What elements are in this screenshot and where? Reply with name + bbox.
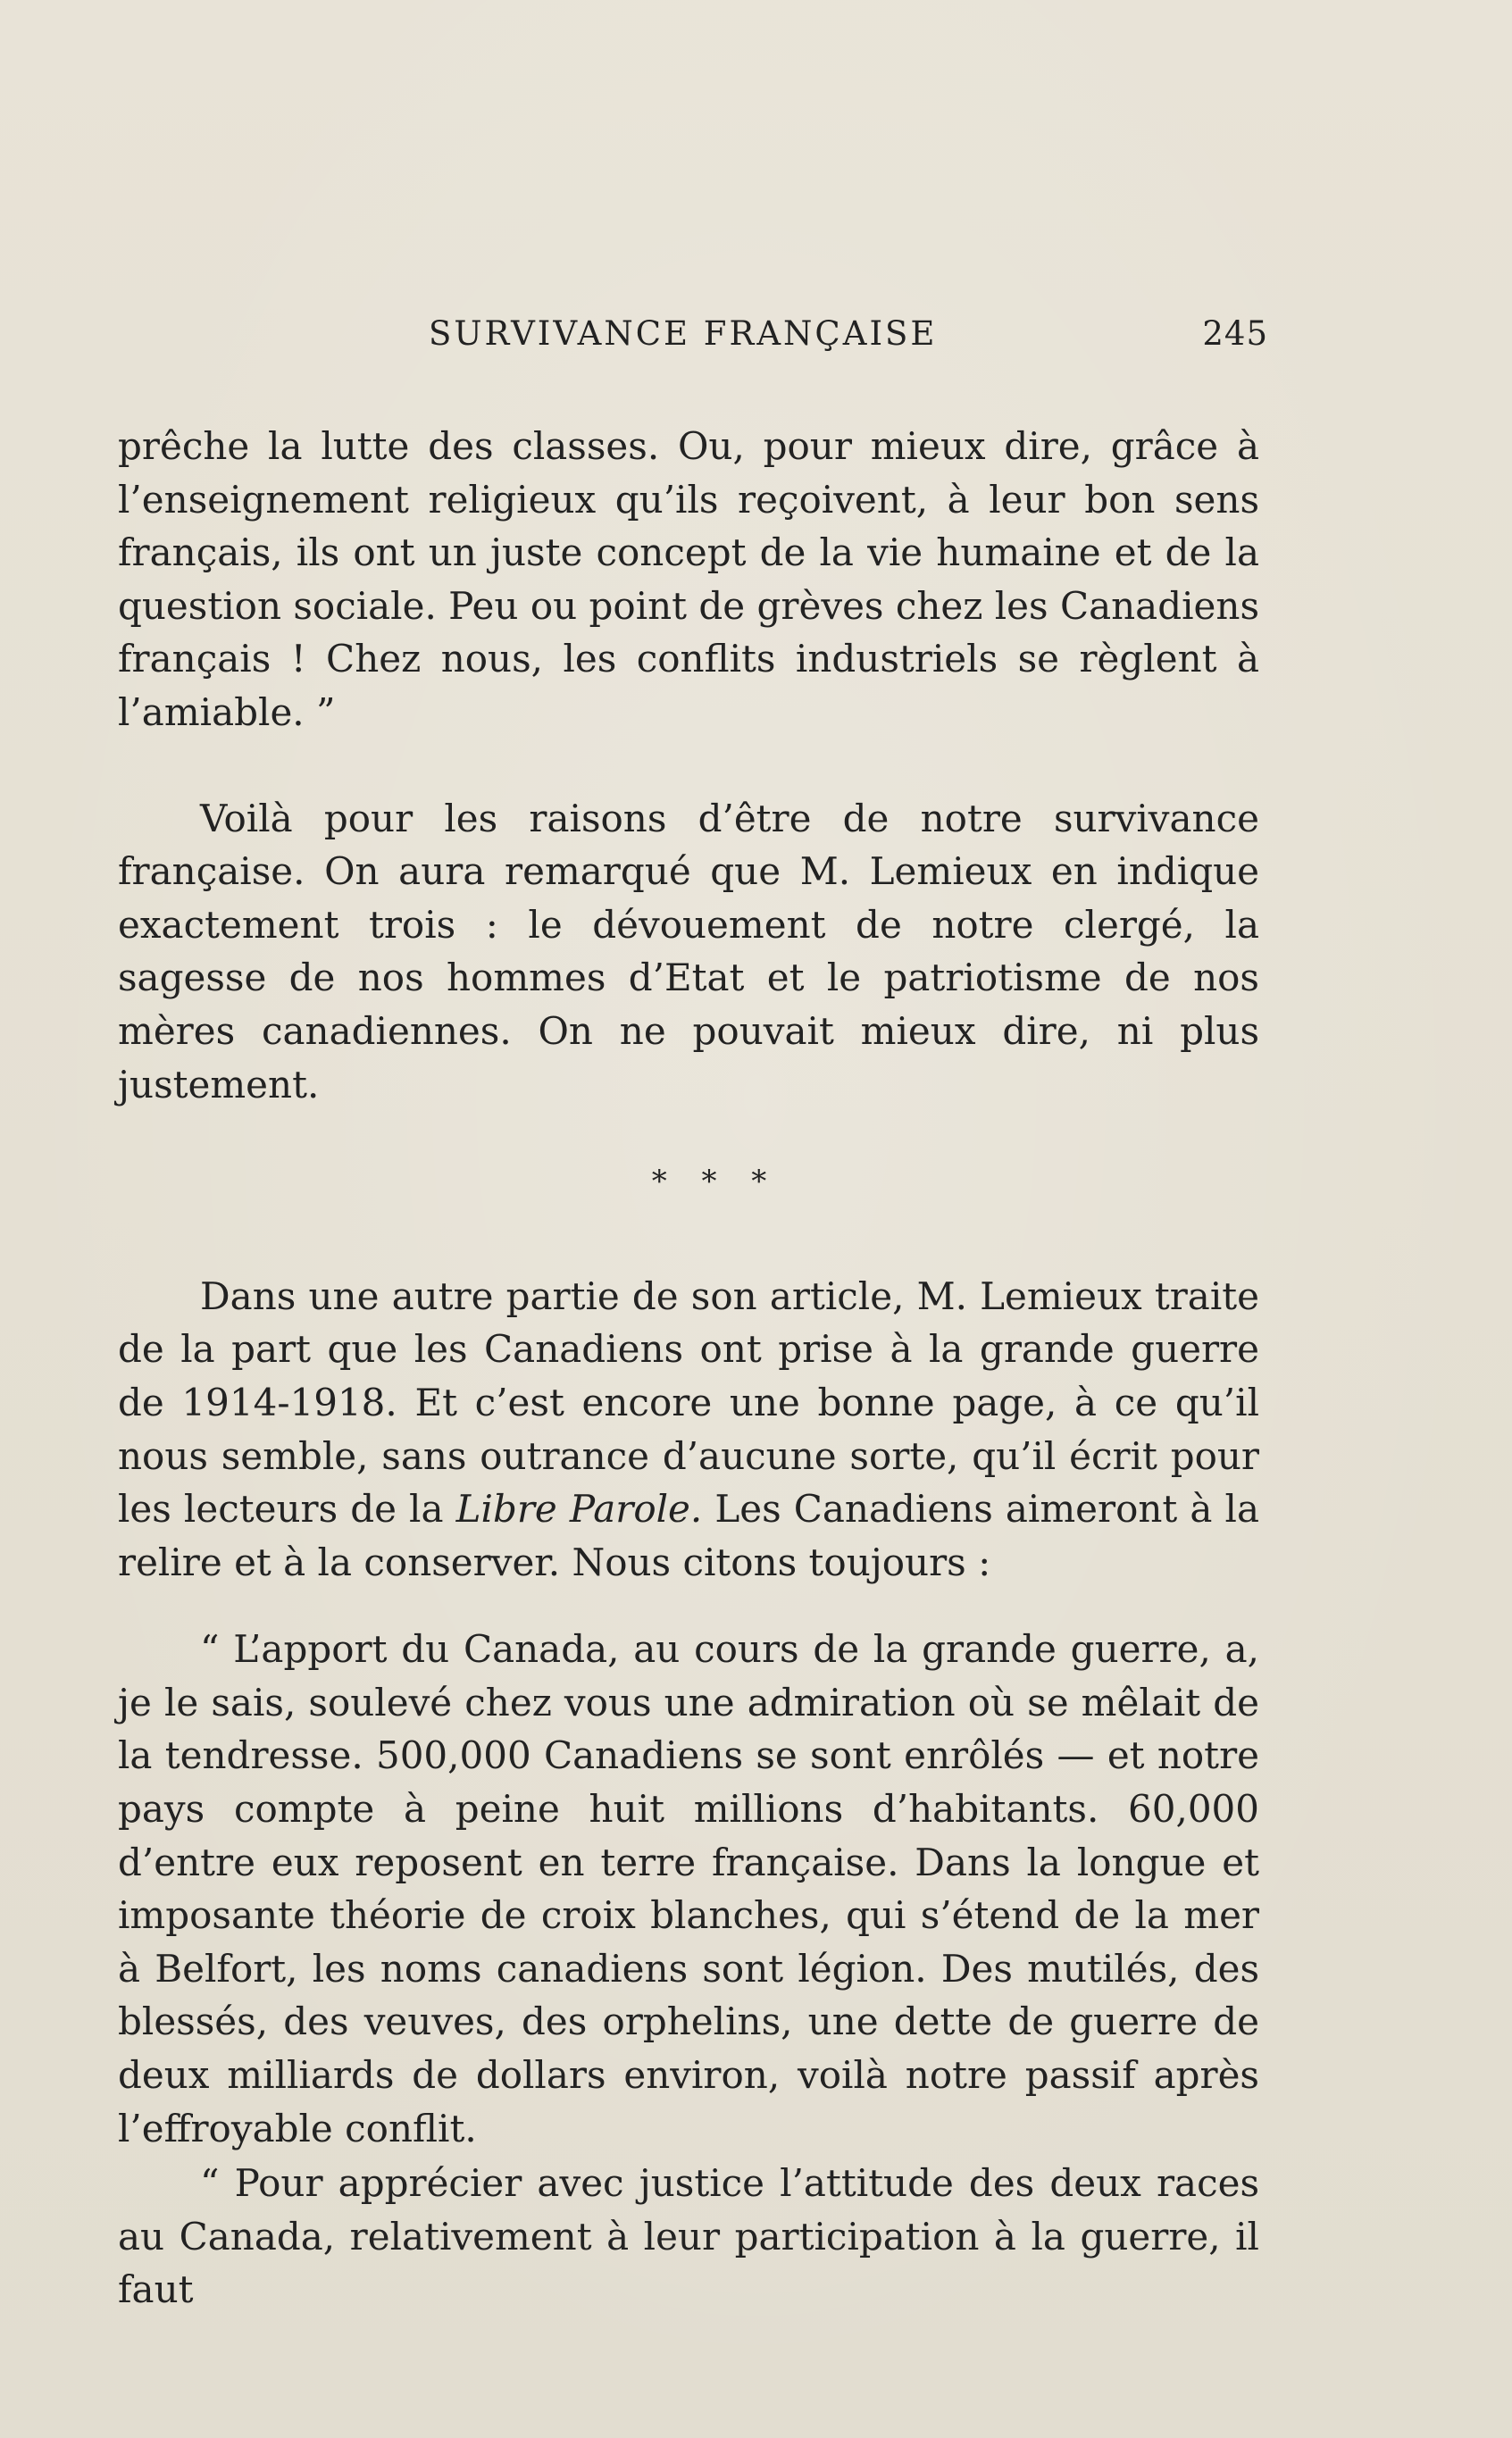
section-separator: * * * — [651, 1164, 780, 1200]
quote-apport-canada: “ L’apport du Canada, au cours de la grande guerre, a, je le sais, soulevé chez vous une admiration où se mêlait de la tendresse. 500,000 Canadiens se sont enrôlés — et notre pays compte à peine huit millions d’habitants. 60,000 d’entre eux reposent en terre française. Dans la longue et imposante théorie de croix blanches, qui s’étend de la mer à Belfort, les noms canadiens sont légion. Des mutilés, des blessés, des veuves, des orphelins, une dette de guerre de deux milliards de dollars environ, voilà notre passif après l’effroyable conflit. — [118, 1627, 1259, 2150]
page-number: 245 — [1202, 314, 1268, 353]
quote-deux-races: “ Pour apprécier avec justice l’attitude des deux races au Canada, relativement à leur participation à la guerre, il faut — [118, 2161, 1259, 2312]
paragraph-grande-guerre-end: Les Canadiens aimeront à la relire et à la conserver. Nous citons toujours : — [118, 1487, 1259, 1584]
page-header — [429, 314, 1268, 368]
running-title: SURVIVANCE FRANÇAISE — [429, 314, 938, 353]
newspaper-title: Libre Parole. — [455, 1487, 703, 1532]
paragraph-continuation: prêche la lutte des classes. Ou, pour mieux dire, grâce à l’enseignement religieux qu’ils reçoivent, à leur bon sens français, ils ont un juste concept de la vie humaine et de la question sociale. Peu ou point de grèves chez les Canadiens français ! Chez nous, les conflits industriels se règlent à l’amiable. ” — [118, 424, 1259, 734]
paragraph-survivance: Voilà pour les raisons d’être de notre survivance française. On aura remarqué que M. Lemieux en indique exactement trois : le dévouement de notre clergé, la sagesse de nos hommes d’Etat et le patriotisme de nos mères canadiennes. On ne pouvait mieux dire, ni plus justement. — [118, 796, 1259, 1106]
paragraph-grande-guerre-text: Dans une autre partie de son article, M. Lemieux traite de la part que les Canadiens ont prise à la grande guerre de 1914-1918. Et c’est encore une bonne page, à ce qu’il nous semble, sans outrance d’aucune sorte, qu’il écrit pour les lecteurs de la — [118, 1273, 1259, 1532]
paragraph-grande-guerre — [118, 1270, 1259, 1590]
body-text — [118, 420, 1259, 2317]
